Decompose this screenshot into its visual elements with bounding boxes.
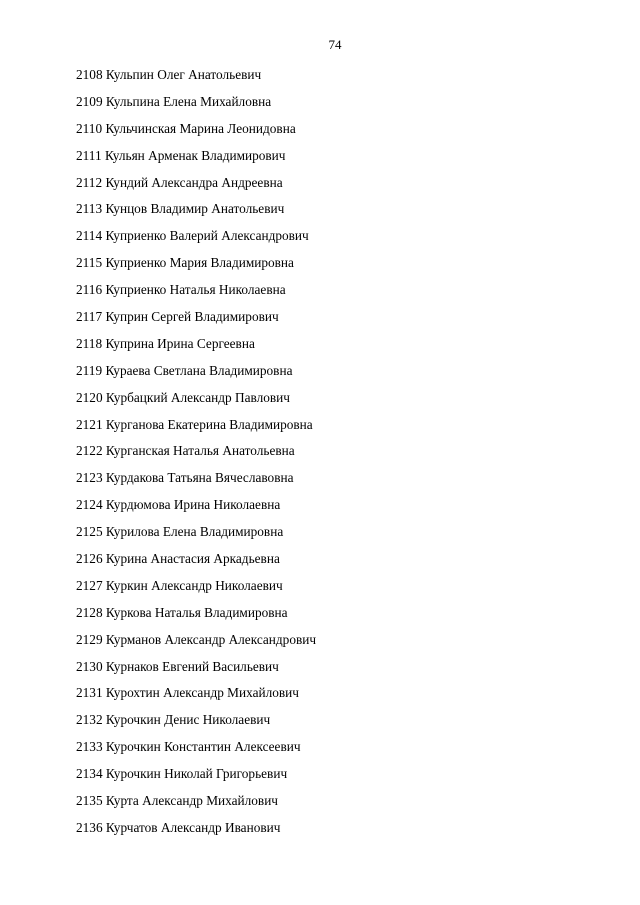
entry-number: 2108 — [76, 67, 103, 82]
entry-number: 2117 — [76, 309, 103, 325]
list-item — [76, 200, 316, 227]
entry-name: Курчатов Александр Иванович — [105, 819, 281, 835]
list-item — [76, 550, 316, 577]
entry-name: Кундий Александра Андреевна — [105, 174, 283, 190]
entry-number: 2134 — [76, 766, 103, 782]
page-number: 74 — [328, 37, 342, 52]
entry-number: 2132 — [76, 712, 103, 728]
list-item — [76, 281, 316, 308]
list-item — [76, 254, 316, 281]
list-item — [76, 684, 316, 711]
entry-name: Курохтин Александр Михайлович — [105, 685, 299, 701]
list-item — [76, 523, 316, 550]
entry-name: Кульян Арменак Владимирович — [104, 147, 286, 163]
entry-name: Курочкин Константин Алексеевич — [105, 739, 301, 755]
entry-name: Куприн Сергей Владимирович — [105, 309, 279, 325]
entry-number: 2119 — [76, 362, 103, 378]
entry-number: 2125 — [76, 524, 103, 540]
entry-name: Курина Анастасия Аркадьевна — [105, 551, 280, 567]
list-item — [76, 227, 316, 254]
entry-number: 2135 — [76, 793, 103, 809]
entry-number: 2113 — [76, 201, 103, 217]
entry-number: 2136 — [76, 819, 103, 835]
list-item — [76, 819, 316, 846]
entry-name: Кульпина Елена Михайловна — [105, 93, 272, 109]
entry-number: 2133 — [76, 739, 103, 755]
list-item — [76, 496, 316, 523]
list-item — [76, 389, 316, 416]
entry-name: Курганова Екатерина Владимировна — [105, 416, 313, 432]
entry-number: 2114 — [76, 228, 103, 244]
list-item — [76, 577, 316, 604]
entry-name: Куркова Наталья Владимировна — [105, 604, 288, 620]
list-item — [76, 711, 316, 738]
entry-name: Кульчинская Марина Леонидовна — [105, 120, 296, 136]
entry-name: Курилова Елена Владимировна — [105, 524, 284, 540]
entry-name: Курбацкий Александр Павлович — [105, 389, 290, 405]
entry-number: 2111 — [76, 147, 102, 163]
list-item — [76, 658, 316, 685]
list-item — [76, 308, 316, 335]
entry-name: Куприенко Валерий Александрович — [105, 228, 309, 244]
list-item — [76, 147, 316, 174]
entry-name: Кунцов Владимир Анатольевич — [105, 201, 285, 217]
entry-name: Курдакова Татьяна Вячеславовна — [105, 470, 294, 486]
entry-number: 2123 — [76, 470, 103, 486]
entry-name: Курдюмова Ирина Николаевна — [105, 497, 281, 513]
entry-name: Куприенко Наталья Николаевна — [105, 282, 286, 298]
list-item — [76, 442, 316, 469]
entry-name: Куприна Ирина Сергеевна — [105, 335, 255, 351]
name-list — [76, 66, 316, 846]
entry-name: Куприенко Мария Владимировна — [105, 255, 294, 271]
entry-number: 2122 — [76, 443, 103, 459]
entry-number: 2116 — [76, 282, 103, 298]
list-item — [76, 120, 316, 147]
list-item — [76, 93, 316, 120]
entry-name: Курманов Александр Александрович — [105, 631, 317, 647]
entry-number: 2115 — [76, 255, 103, 271]
list-item — [76, 738, 316, 765]
entry-number: 2124 — [76, 497, 103, 513]
entry-number: 2121 — [76, 416, 103, 432]
entry-number: 2128 — [76, 604, 103, 620]
entry-name: Курганская Наталья Анатольевна — [105, 443, 295, 459]
entry-number: 2129 — [76, 631, 103, 647]
entry-number: 2131 — [76, 685, 103, 701]
entry-number: 2118 — [76, 335, 103, 351]
entry-number: 2130 — [76, 658, 103, 674]
entry-name: Курочкин Николай Григорьевич — [105, 766, 288, 782]
entry-name: Курочкин Денис Николаевич — [105, 712, 271, 728]
entry-name: Кураева Светлана Владимировна — [105, 362, 293, 378]
entry-number: 2127 — [76, 577, 103, 593]
entry-number: 2112 — [76, 174, 103, 190]
list-item — [76, 335, 316, 362]
entry-number: 2109 — [76, 93, 103, 109]
entry-number: 2126 — [76, 551, 103, 567]
entry-number: 2110 — [76, 120, 103, 136]
list-item — [76, 66, 316, 93]
entry-number: 2120 — [76, 389, 103, 405]
list-item — [76, 792, 316, 819]
list-item — [76, 469, 316, 496]
entry-name: Кульпин Олег Анатольевич — [105, 67, 262, 82]
list-item — [76, 174, 316, 201]
entry-name: Курта Александр Михайлович — [105, 793, 278, 809]
list-item — [76, 416, 316, 443]
list-item — [76, 604, 316, 631]
list-item — [76, 631, 316, 658]
entry-name: Куркин Александр Николаевич — [105, 577, 283, 593]
list-item — [76, 765, 316, 792]
entry-name: Курнаков Евгений Васильевич — [105, 658, 279, 674]
list-item — [76, 362, 316, 389]
